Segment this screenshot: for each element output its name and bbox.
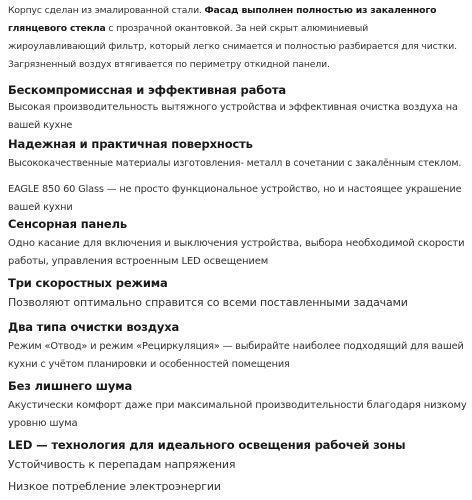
section-text [8, 294, 466, 312]
section-heading: Без лишнего шума [8, 379, 133, 393]
text-line: Высокая производительность вытяжного устройства и эффективная очистка воздуха на [8, 102, 458, 113]
section-text [8, 478, 466, 496]
text-line: вашей кухне [8, 120, 73, 131]
section-heading: Сенсорная панель [8, 217, 127, 231]
section-heading: Три скоростных режима [8, 276, 168, 290]
text-line: работы, управления встроенным LED освещением [8, 256, 269, 267]
intro-line-2 [8, 20, 466, 38]
text-line: кухни с учётом планировки и особенностей помещения [8, 359, 290, 370]
text-line: Акустически комфорт даже при максимальной производительности благодаря низкому [8, 400, 467, 411]
intro-line-3: жироулавливающий фильтр, который легко снимается и полностью разбирается для чистки. [8, 41, 457, 52]
text-line: EAGLE 850 60 Glass — не просто функциональное устройство, но и настоящее украшение [8, 184, 462, 195]
section-heading: Два типа очистки воздуха [8, 320, 180, 334]
section-heading: Надежная и практичная поверхность [8, 137, 253, 151]
text-line: Позволяют оптимально справится со всеми поставленными задачами [8, 296, 408, 309]
text-line: вашей кухни [8, 202, 73, 213]
section-text [8, 181, 466, 217]
text-line: Высококачественные материалы изготовления- металл в сочетании с закалённым стеклом. [8, 158, 462, 169]
section-text [8, 397, 466, 433]
text-line: Режим «Отвод» и режим «Рециркуляция» — выбирайте наиболее подходящий для вашей [8, 341, 464, 352]
intro-line-4: Загрязненный воздух втягивается по периметру откидной панели. [8, 59, 330, 70]
intro-text: Корпус сделан из эмалированной стали. [8, 5, 205, 16]
section-text [8, 99, 466, 135]
intro-text: с прозрачной окантовкой. За ней скрыт алюминиевый [105, 23, 369, 34]
intro-line-1 [8, 2, 466, 20]
intro-paragraph [8, 2, 466, 74]
section-text [8, 456, 466, 474]
text-line: уровню шума [8, 418, 78, 429]
text-line: Одно касание для включения и выключения устройства, выбора необходимой скорости [8, 238, 465, 249]
text-line: Низкое потребление электроэнергии [8, 480, 221, 493]
section-heading: Бескомпромиссная и эффективная работа [8, 83, 286, 97]
section-text [8, 155, 466, 173]
text-line: Устойчивость к перепадам напряжения [8, 458, 236, 471]
section-heading: LED — технология для идеального освещения рабочей зоны [8, 438, 406, 452]
section-text [8, 235, 466, 271]
intro-bold-text: Фасад выполнен полностью из закаленного [204, 5, 437, 16]
section-text [8, 338, 466, 374]
intro-bold-text: глянцевого стекла [8, 23, 106, 34]
